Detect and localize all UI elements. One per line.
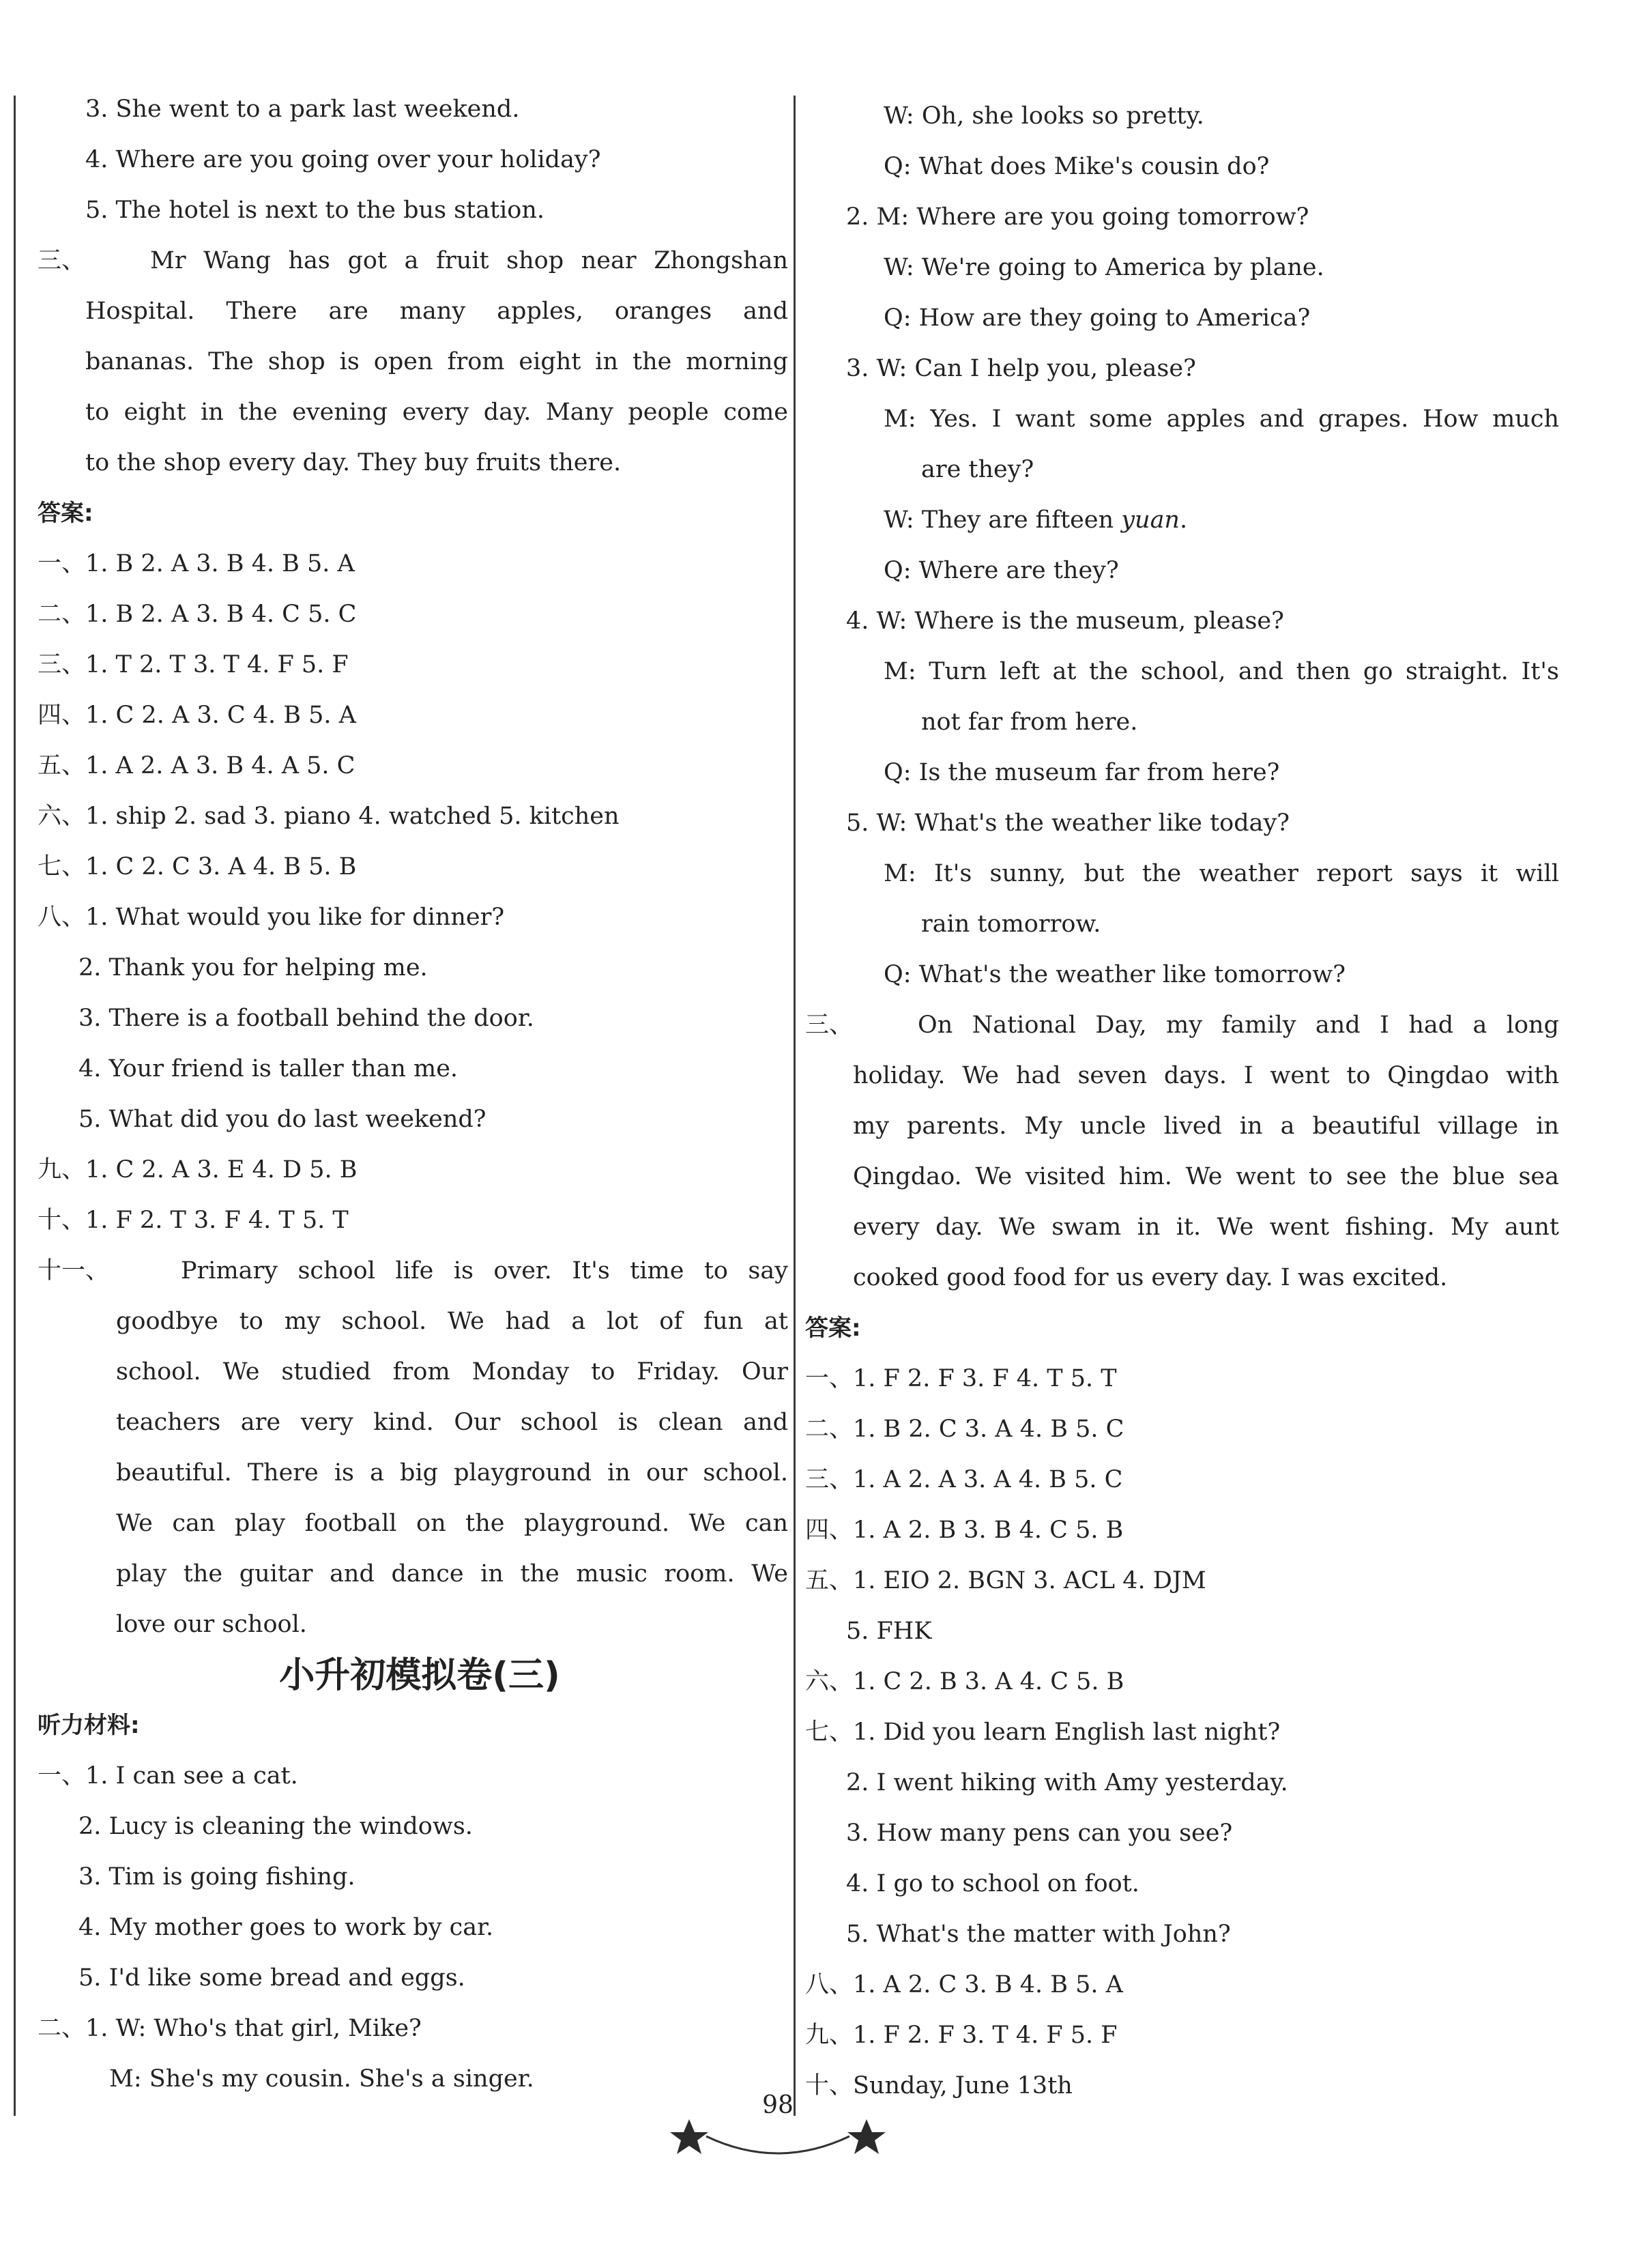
- answer-line: 三、1. T 2. T 3. T 4. F 5. F: [38, 651, 349, 678]
- star-icon: [847, 2119, 886, 2154]
- answer-line: 六、1. C 2. B 3. A 4. C 5. B: [805, 1668, 1124, 1695]
- dialog-line: Q: What's the weather like tomorrow?: [884, 961, 1346, 988]
- answer-line: 4. Your friend is taller than me.: [78, 1055, 459, 1082]
- dialog-line: not far from here.: [921, 708, 1138, 736]
- page-footer: [641, 2092, 914, 2167]
- listening-line: 二、1. W: Who's that girl, Mike?: [38, 2015, 422, 2042]
- answer-line: 3. There is a football behind the door.: [78, 1005, 534, 1032]
- listening-line: 一、1. I can see a cat.: [38, 1762, 298, 1790]
- currency-word: yuan: [1121, 506, 1180, 534]
- answer-line: 十、1. F 2. T 3. F 4. T 5. T: [38, 1207, 349, 1234]
- answer-line: 九、1. C 2. A 3. E 4. D 5. B: [38, 1156, 358, 1183]
- dialog-line: M: Turn left at the school, and then go straight. It's: [884, 658, 1559, 685]
- dialog-line: W: We're going to America by plane.: [884, 254, 1324, 281]
- paragraph-line: teachers are very kind. Our school is clean and: [116, 1409, 788, 1436]
- paragraph-line: to eight in the evening every day. Many people come: [85, 399, 788, 426]
- answer-line: 八、1. What would you like for dinner?: [38, 904, 505, 931]
- answer-line: 3. How many pens can you see?: [846, 1820, 1233, 1847]
- dialog-line: [884, 506, 1187, 534]
- column-divider: [794, 96, 796, 2116]
- paragraph-line: every day. We swam in it. We went fishing. My aunt: [853, 1214, 1559, 1241]
- listening-line: 3. Tim is going fishing.: [78, 1863, 355, 1891]
- dialog-line: are they?: [921, 456, 1034, 483]
- answer-line: 一、1. B 2. A 3. B 4. B 5. A: [38, 550, 355, 577]
- section-title: 小升初模拟卷(三): [279, 1655, 560, 1696]
- dialog-line: 2. M: Where are you going tomorrow?: [846, 203, 1309, 231]
- paragraph-number: 十一、: [38, 1257, 110, 1284]
- listening-line: 4. My mother goes to work by car.: [78, 1914, 494, 1941]
- answer-line: 十、Sunday, June 13th: [805, 2072, 1073, 2099]
- dialog-line: 4. W: Where is the museum, please?: [846, 607, 1284, 635]
- paragraph-line: Hospital. There are many apples, oranges and: [85, 298, 788, 325]
- answer-line: 五、1. A 2. A 3. B 4. A 5. C: [38, 752, 355, 779]
- dialog-line: Q: How are they going to America?: [884, 304, 1311, 332]
- paragraph-line: school. We studied from Monday to Friday. Our: [116, 1358, 788, 1386]
- answer-line: 三、1. A 2. A 3. A 4. B 5. C: [805, 1466, 1123, 1493]
- answer-line: 九、1. F 2. F 3. T 4. F 5. F: [805, 2022, 1118, 2049]
- answer-line: 四、1. A 2. B 3. B 4. C 5. B: [805, 1517, 1124, 1544]
- dialog-line: Q: Where are they?: [884, 557, 1119, 584]
- answer-line: 七、1. C 2. C 3. A 4. B 5. B: [38, 853, 357, 880]
- dialog-line: 3. W: Can I help you, please?: [846, 355, 1196, 382]
- dialog-line: rain tomorrow.: [921, 910, 1101, 938]
- answer-line: 二、1. B 2. A 3. B 4. C 5. C: [38, 601, 357, 628]
- answer-line: 五、1. EIO 2. BGN 3. ACL 4. DJM: [805, 1567, 1206, 1594]
- dialog-line: Q: What does Mike's cousin do?: [884, 153, 1270, 180]
- paragraph-line: holiday. We had seven days. I went to Qingdao with: [853, 1062, 1559, 1089]
- answers-heading: 答案:: [805, 1315, 861, 1342]
- answer-line: 5. What's the matter with John?: [846, 1921, 1231, 1948]
- paragraph-line: goodbye to my school. We had a lot of fun at: [116, 1308, 788, 1335]
- answer-line: 2. Thank you for helping me.: [78, 954, 428, 981]
- swoosh-line: [706, 2136, 849, 2153]
- listening-line: M: She's my cousin. She's a singer.: [109, 2065, 534, 2093]
- text-line: 5. The hotel is next to the bus station.: [85, 197, 545, 224]
- dialog-line: M: Yes. I want some apples and grapes. How much: [884, 405, 1559, 433]
- answer-line: 七、1. Did you learn English last night?: [805, 1719, 1281, 1746]
- footer-ornament: [641, 2116, 914, 2164]
- paragraph-line: cooked good food for us every day. I was excited.: [853, 1264, 1448, 1291]
- answers-heading: 答案:: [38, 500, 93, 527]
- paragraph-line: love our school.: [116, 1611, 307, 1638]
- dialog-line: Q: Is the museum far from here?: [884, 759, 1280, 786]
- paragraph-line: beautiful. There is a big playground in our school.: [116, 1459, 788, 1487]
- answer-line: 一、1. F 2. F 3. F 4. T 5. T: [805, 1365, 1117, 1392]
- answer-line: 2. I went hiking with Amy yesterday.: [846, 1769, 1288, 1796]
- paragraph-line: my parents. My uncle lived in a beautiful village in: [853, 1113, 1559, 1140]
- period: .: [1179, 506, 1188, 534]
- paragraph-line: to the shop every day. They buy fruits there.: [85, 449, 622, 476]
- listening-line: 5. I'd like some bread and eggs.: [78, 1964, 465, 1992]
- answer-line: 4. I go to school on foot.: [846, 1870, 1139, 1897]
- star-icon: [670, 2119, 708, 2154]
- answer-line: 5. What did you do last weekend?: [78, 1106, 486, 1133]
- paragraph-number: 三、: [805, 1011, 854, 1039]
- listening-heading: 听力材料:: [38, 1712, 140, 1739]
- answer-line: 六、1. ship 2. sad 3. piano 4. watched 5. kitchen: [38, 803, 620, 830]
- paragraph-line: On National Day, my family and I had a long: [918, 1011, 1559, 1039]
- answer-line: 八、1. A 2. C 3. B 4. B 5. A: [805, 1971, 1123, 1998]
- paragraph-line: Qingdao. We visited him. We went to see the blue sea: [853, 1163, 1559, 1190]
- dialog-text: W: They are fifteen: [884, 506, 1122, 534]
- paragraph-line: Primary school life is over. It's time to say: [181, 1257, 788, 1284]
- answer-line: 二、1. B 2. C 3. A 4. B 5. C: [805, 1416, 1124, 1443]
- dialog-line: 5. W: What's the weather like today?: [846, 809, 1290, 837]
- paragraph-line: bananas. The shop is open from eight in the morning: [85, 348, 788, 375]
- text-line: 3. She went to a park last weekend.: [85, 96, 520, 123]
- page-number: 98: [762, 2091, 794, 2119]
- text-line: 4. Where are you going over your holiday?: [85, 146, 601, 173]
- paragraph-line: play the guitar and dance in the music room. We: [116, 1560, 788, 1588]
- dialog-line: M: It's sunny, but the weather report says it will: [884, 860, 1559, 887]
- answer-line: 四、1. C 2. A 3. C 4. B 5. A: [38, 702, 356, 729]
- answer-line: 5. FHK: [846, 1618, 932, 1645]
- paragraph-line: We can play football on the playground. We can: [116, 1510, 788, 1537]
- dialog-line: W: Oh, she looks so pretty.: [884, 102, 1204, 130]
- listening-line: 2. Lucy is cleaning the windows.: [78, 1813, 473, 1840]
- left-margin-rule: [14, 96, 16, 2116]
- paragraph-number: 三、: [38, 247, 86, 274]
- paragraph-line: Mr Wang has got a fruit shop near Zhongshan: [150, 247, 788, 274]
